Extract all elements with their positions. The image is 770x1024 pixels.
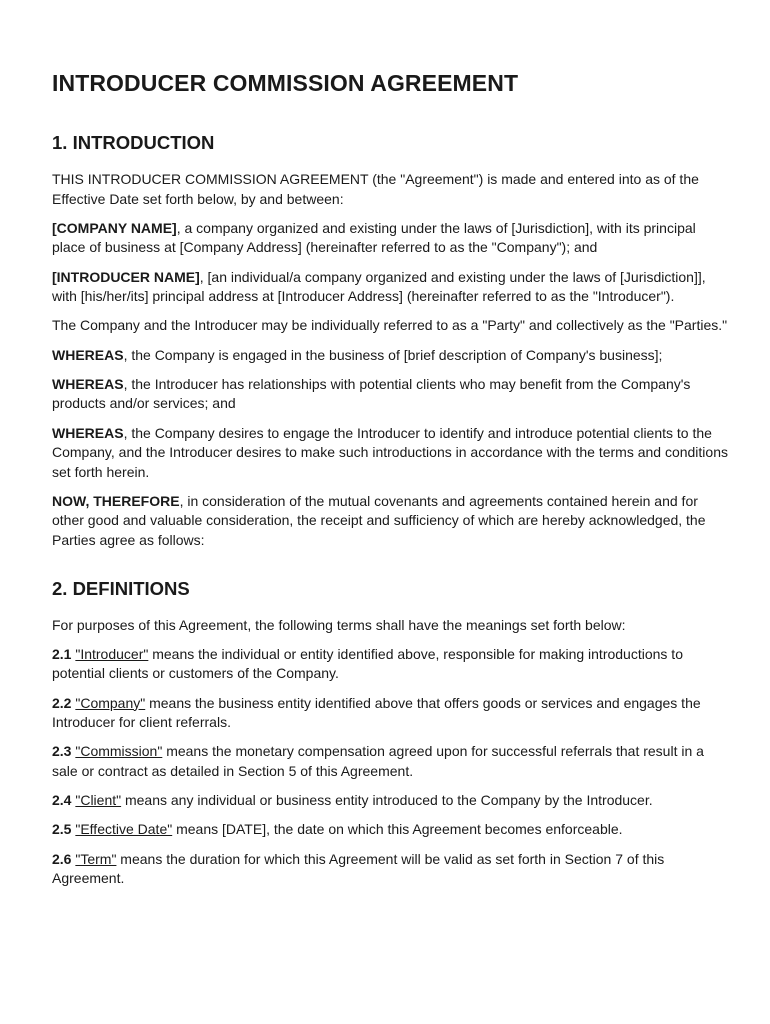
whereas-paragraph-1 bbox=[52, 346, 730, 366]
definition-item bbox=[52, 820, 730, 840]
definition-term: "Term" bbox=[75, 850, 117, 867]
definition-term: "Client" bbox=[75, 792, 122, 809]
definition-term: "Commission" bbox=[75, 743, 163, 760]
whereas-text: , the Introducer has relationships with potential clients who may benefit from the Company's products and/or services; and bbox=[52, 375, 691, 412]
definition-item bbox=[52, 742, 730, 781]
definition-number: 2.1 bbox=[52, 645, 72, 662]
definition-item bbox=[52, 850, 730, 889]
definition-text: means [DATE], the date on which this Agreement becomes enforceable. bbox=[172, 821, 623, 838]
definition-text: means the individual or entity identified above, responsible for making introductions to potential clients or customers of the Company. bbox=[52, 645, 683, 682]
definition-number: 2.5 bbox=[52, 821, 72, 838]
definition-number: 2.2 bbox=[52, 694, 72, 711]
whereas-text: , the Company desires to engage the Introducer to identify and introduce potential clients to the Company, and the Introducer desires to make such introductions in accordance with the terms and conditions set forth herein. bbox=[52, 424, 728, 480]
now-therefore-text: , in consideration of the mutual covenants and agreements contained herein and for other good and valuable consideration, the receipt and sufficiency of which are hereby acknowledged, the Parties agree as follows: bbox=[52, 492, 706, 549]
whereas-paragraph-3 bbox=[52, 424, 730, 483]
definition-term: "Introducer" bbox=[75, 645, 149, 662]
section-1-heading: 1. INTRODUCTION bbox=[52, 132, 215, 153]
definition-item bbox=[52, 694, 730, 733]
document-title: INTRODUCER COMMISSION AGREEMENT bbox=[52, 70, 519, 96]
definition-number: 2.4 bbox=[52, 792, 72, 809]
definitions-intro: For purposes of this Agreement, the following terms shall have the meanings set forth below: bbox=[52, 616, 626, 633]
definition-number: 2.3 bbox=[52, 743, 72, 760]
company-text: , a company organized and existing under the laws of [Jurisdiction], with its principal place of business at [Company Address] (hereinafter referred to as the "Company"); and bbox=[52, 219, 696, 256]
now-therefore-paragraph bbox=[52, 492, 730, 551]
definition-text: means the business entity identified above that offers goods or services and engages the Introducer for client referrals. bbox=[52, 694, 701, 731]
whereas-label: WHEREAS bbox=[52, 346, 124, 363]
introducer-name-placeholder: [INTRODUCER NAME] bbox=[52, 268, 200, 285]
whereas-paragraph-2 bbox=[52, 375, 730, 414]
intro-paragraph: THIS INTRODUCER COMMISSION AGREEMENT (the "Agreement") is made and entered into as of the Effective Date set forth below, by and between: bbox=[52, 171, 699, 207]
now-therefore-label: NOW, THEREFORE bbox=[52, 492, 180, 509]
whereas-label: WHEREAS bbox=[52, 375, 124, 392]
parties-paragraph: The Company and the Introducer may be individually referred to as a "Party" and collectively as the "Parties." bbox=[52, 317, 728, 334]
definition-term: "Effective Date" bbox=[75, 821, 173, 838]
definition-term: "Company" bbox=[75, 694, 146, 711]
definition-number: 2.6 bbox=[52, 850, 72, 867]
section-2-heading: 2. DEFINITIONS bbox=[52, 577, 190, 599]
company-name-placeholder: [COMPANY NAME] bbox=[52, 219, 177, 236]
introducer-text: , [an individual/a company organized and existing under the laws of [Jurisdiction]], with [his/her/its] principal address at [Introducer Address] (hereinafter referred to as the "Introducer"). bbox=[52, 268, 706, 305]
definition-text: means any individual or business entity introduced to the Company by the Introducer. bbox=[121, 792, 653, 809]
definition-item bbox=[52, 791, 730, 811]
whereas-text: , the Company is engaged in the business of [brief description of Company's business]; bbox=[123, 346, 663, 363]
company-paragraph bbox=[52, 219, 730, 258]
introducer-paragraph bbox=[52, 268, 730, 307]
definition-item bbox=[52, 645, 730, 684]
whereas-label: WHEREAS bbox=[52, 424, 124, 441]
definition-text: means the duration for which this Agreement will be valid as set forth in Section 7 of this Agreement. bbox=[52, 850, 665, 887]
definition-text: means the monetary compensation agreed upon for successful referrals that result in a sale or contract as detailed in Section 5 of this Agreement. bbox=[52, 743, 704, 779]
